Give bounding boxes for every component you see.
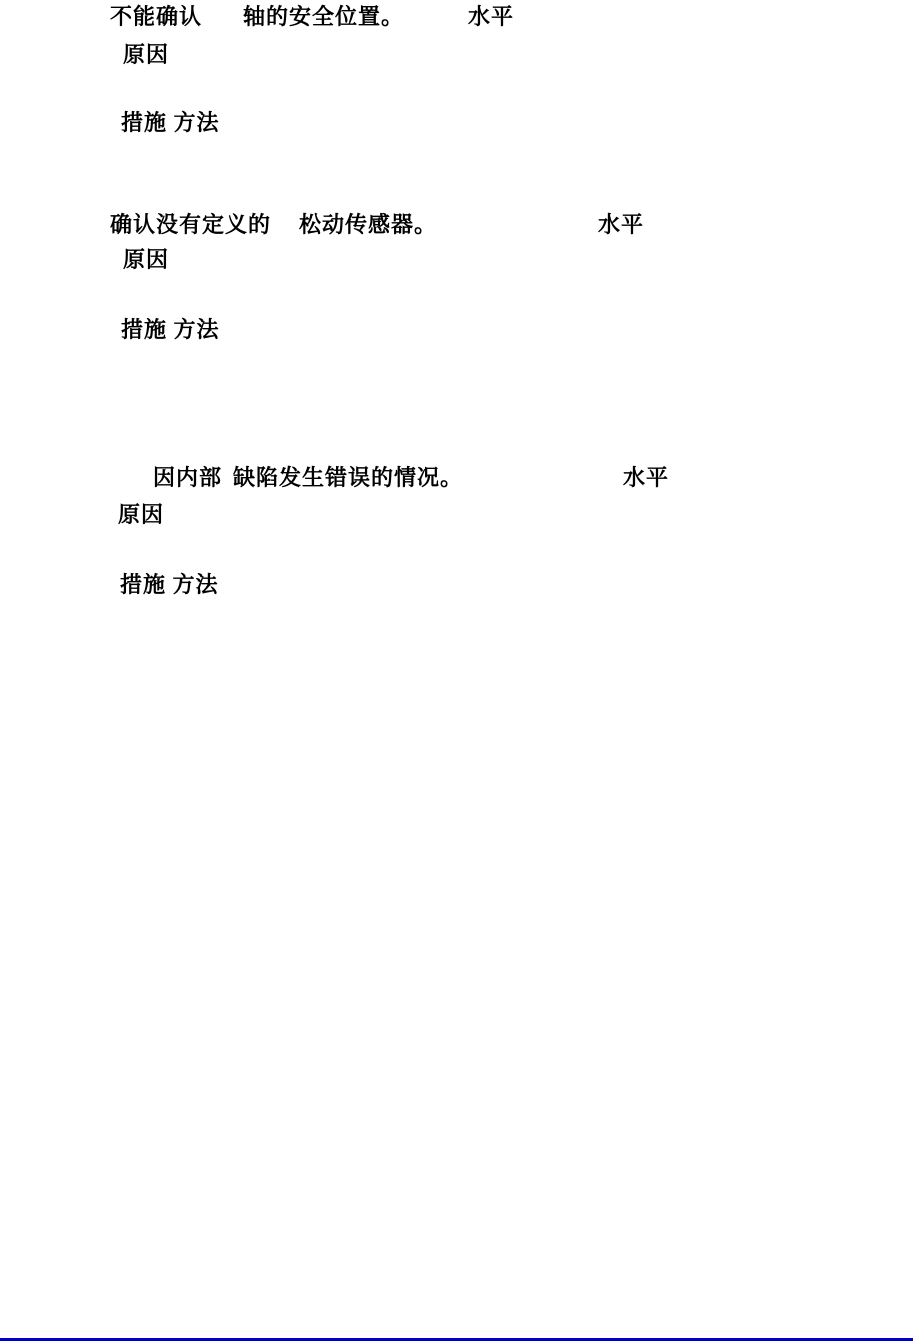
alarm-title-fragment-2: 缺陷发生错误的情况。 [233, 465, 464, 490]
measures-label: 措施 方法 [120, 572, 219, 597]
alarm-level-label: 水平 [623, 465, 670, 490]
alarm-title-fragment-2: 松动传感器。 [299, 212, 438, 237]
alarm-title-fragment-1: 确认没有定义的 [110, 212, 272, 237]
cause-label: 原因 [123, 42, 170, 67]
alarm-title-fragment-1: 因内部 [153, 465, 223, 490]
page-footer-rule [0, 1338, 913, 1341]
alarm-level-label: 水平 [598, 212, 645, 237]
measures-label: 措施 方法 [121, 317, 220, 342]
alarm-title-fragment-1: 不能确认 [110, 4, 203, 29]
alarm-title-fragment-2: 轴的安全位置。 [243, 4, 405, 29]
cause-label: 原因 [118, 502, 165, 527]
cause-label: 原因 [123, 247, 170, 272]
alarm-level-label: 水平 [468, 4, 515, 29]
measures-label: 措施 方法 [121, 110, 220, 135]
